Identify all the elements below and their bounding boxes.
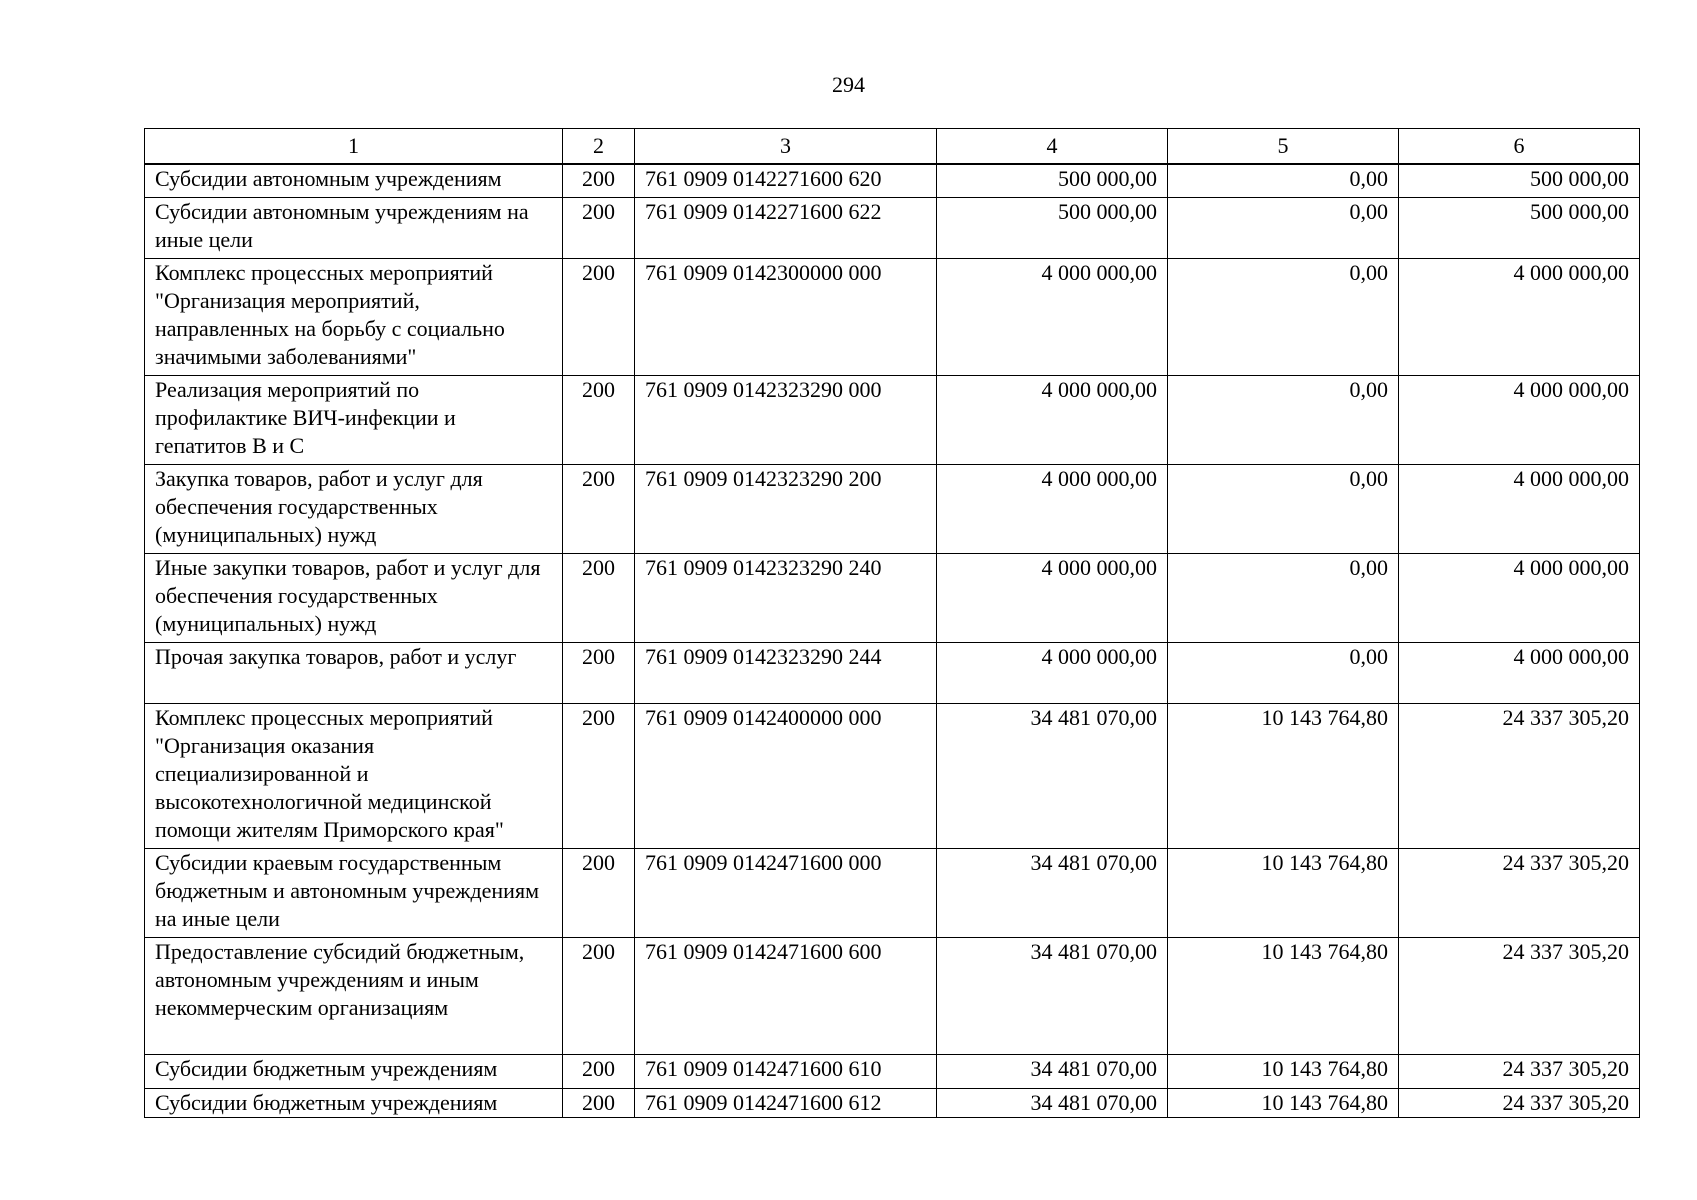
row-name: Закупка товаров, работ и услуг для обеспечения государственных (муниципальных) нужд [145,464,563,553]
row-value-4: 4 000 000,00 [937,375,1168,464]
table-row [145,164,1640,197]
row-value-4: 34 481 070,00 [937,848,1168,937]
row-name: Предоставление субсидий бюджетным, автономным учреждениям и иным некоммерческим организациям [145,937,563,1054]
table-row [145,553,1640,642]
row-value-6: 24 337 305,20 [1399,703,1640,848]
row-name: Субсидии автономным учреждениям на иные цели [145,197,563,258]
budget-table [144,128,1640,1118]
row-classification: 761 0909 0142471600 000 [635,848,937,937]
row-value-5: 0,00 [1168,553,1399,642]
row-value-6: 4 000 000,00 [1399,464,1640,553]
row-code: 200 [563,375,635,464]
column-header-6: 6 [1399,129,1640,165]
row-value-5: 0,00 [1168,258,1399,375]
column-header-2: 2 [563,129,635,165]
row-value-4: 4 000 000,00 [937,464,1168,553]
table-row [145,937,1640,1054]
row-value-4: 500 000,00 [937,164,1168,197]
row-value-6: 4 000 000,00 [1399,258,1640,375]
row-classification: 761 0909 0142300000 000 [635,258,937,375]
row-value-6: 24 337 305,20 [1399,937,1640,1054]
row-classification: 761 0909 0142323290 240 [635,553,937,642]
row-classification: 761 0909 0142471600 612 [635,1088,937,1117]
table-row [145,464,1640,553]
row-value-6: 24 337 305,20 [1399,1088,1640,1117]
row-value-4: 34 481 070,00 [937,1054,1168,1088]
row-value-4: 34 481 070,00 [937,937,1168,1054]
row-value-4: 4 000 000,00 [937,258,1168,375]
row-value-5: 10 143 764,80 [1168,937,1399,1054]
page-number: 294 [832,72,865,97]
row-name: Прочая закупка товаров, работ и услуг [145,642,563,703]
row-code: 200 [563,642,635,703]
row-value-5: 0,00 [1168,375,1399,464]
table-row [145,642,1640,703]
table-row [145,258,1640,375]
row-code: 200 [563,937,635,1054]
row-classification: 761 0909 0142323290 000 [635,375,937,464]
row-classification: 761 0909 0142271600 620 [635,164,937,197]
row-value-6: 24 337 305,20 [1399,848,1640,937]
row-value-6: 500 000,00 [1399,197,1640,258]
row-classification: 761 0909 0142400000 000 [635,703,937,848]
row-value-4: 4 000 000,00 [937,553,1168,642]
row-value-5: 10 143 764,80 [1168,848,1399,937]
row-name: Субсидии краевым государственным бюджетным и автономным учреждениям на иные цели [145,848,563,937]
row-value-5: 0,00 [1168,164,1399,197]
row-name: Субсидии бюджетным учреждениям [145,1088,563,1117]
table-row [145,197,1640,258]
table-row [145,1054,1640,1088]
row-code: 200 [563,197,635,258]
row-code: 200 [563,848,635,937]
row-name: Комплекс процессных мероприятий "Организация оказания специализированной и высокотехнологичной медицинской помощи жителям Приморского края" [145,703,563,848]
row-code: 200 [563,464,635,553]
row-value-5: 10 143 764,80 [1168,703,1399,848]
row-value-6: 4 000 000,00 [1399,553,1640,642]
column-header-4: 4 [937,129,1168,165]
row-value-5: 10 143 764,80 [1168,1088,1399,1117]
table-row [145,703,1640,848]
row-value-6: 4 000 000,00 [1399,642,1640,703]
row-value-6: 24 337 305,20 [1399,1054,1640,1088]
row-classification: 761 0909 0142471600 600 [635,937,937,1054]
row-value-6: 4 000 000,00 [1399,375,1640,464]
row-code: 200 [563,258,635,375]
row-value-5: 0,00 [1168,197,1399,258]
row-code: 200 [563,164,635,197]
header-row [145,129,1640,165]
column-header-1: 1 [145,129,563,165]
row-value-4: 34 481 070,00 [937,703,1168,848]
row-value-4: 500 000,00 [937,197,1168,258]
row-classification: 761 0909 0142323290 244 [635,642,937,703]
table-row [145,1088,1640,1117]
row-code: 200 [563,703,635,848]
row-name: Субсидии автономным учреждениям [145,164,563,197]
row-value-4: 34 481 070,00 [937,1088,1168,1117]
row-code: 200 [563,1088,635,1117]
row-name: Субсидии бюджетным учреждениям [145,1054,563,1088]
row-classification: 761 0909 0142471600 610 [635,1054,937,1088]
row-value-5: 0,00 [1168,464,1399,553]
row-value-6: 500 000,00 [1399,164,1640,197]
row-classification: 761 0909 0142271600 622 [635,197,937,258]
row-classification: 761 0909 0142323290 200 [635,464,937,553]
column-header-3: 3 [635,129,937,165]
row-name: Реализация мероприятий по профилактике ВИЧ-инфекции и гепатитов B и C [145,375,563,464]
row-code: 200 [563,553,635,642]
row-name: Комплекс процессных мероприятий "Организация мероприятий, направленных на борьбу с социально значимыми заболеваниями" [145,258,563,375]
row-code: 200 [563,1054,635,1088]
row-value-5: 10 143 764,80 [1168,1054,1399,1088]
table-row [145,375,1640,464]
row-value-4: 4 000 000,00 [937,642,1168,703]
table-row [145,848,1640,937]
row-name: Иные закупки товаров, работ и услуг для обеспечения государственных (муниципальных) нужд [145,553,563,642]
column-header-5: 5 [1168,129,1399,165]
row-value-5: 0,00 [1168,642,1399,703]
